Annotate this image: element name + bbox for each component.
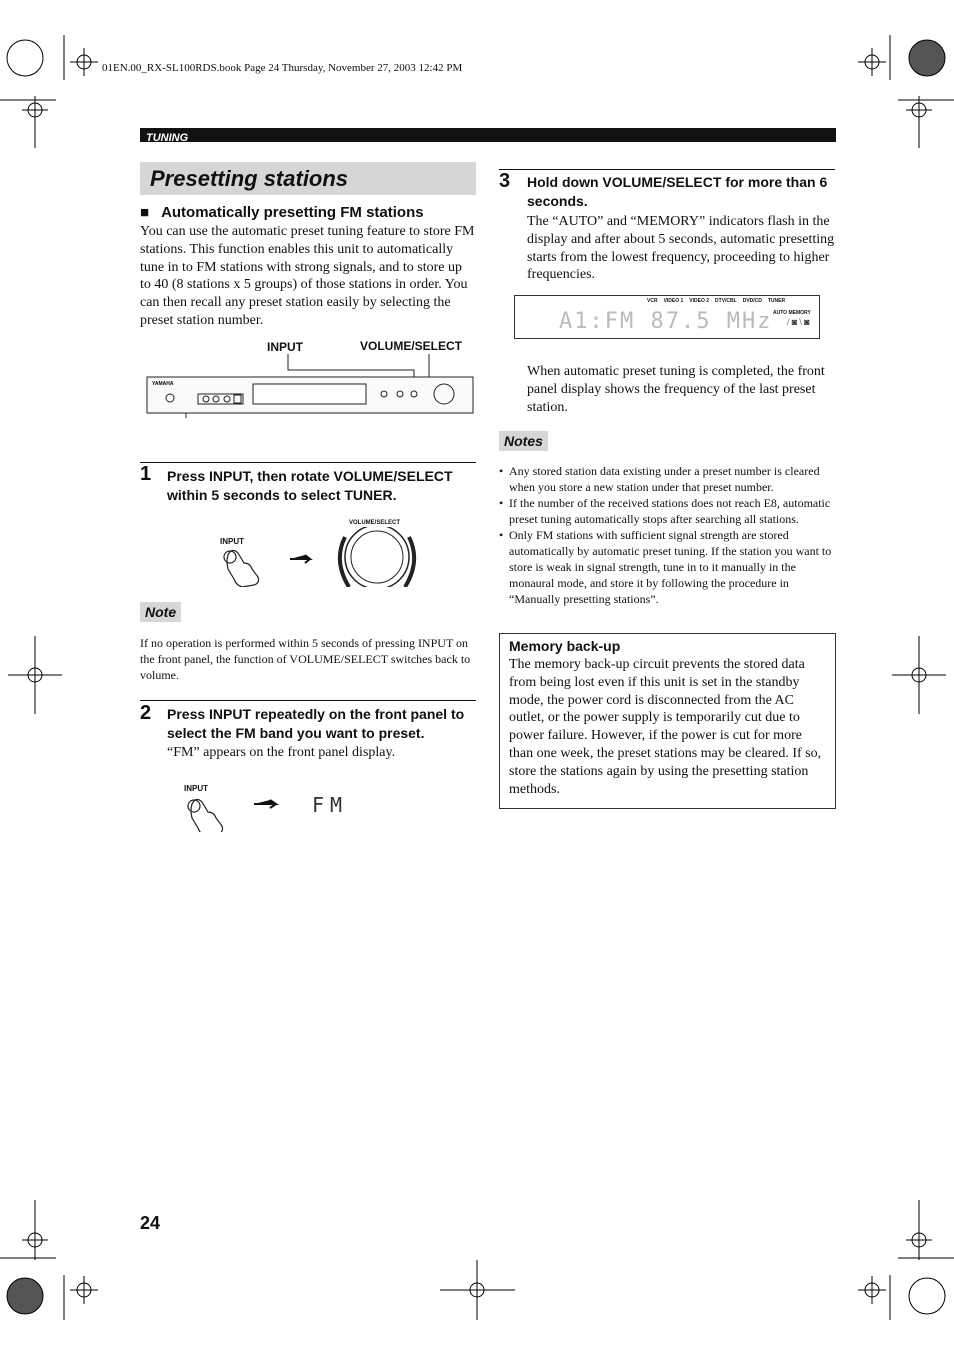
front-panel-display xyxy=(514,295,820,339)
brand-logo: YAMAHA xyxy=(152,381,174,387)
note-label: Note xyxy=(140,602,181,622)
panel-volume-label: VOLUME/SELECT xyxy=(360,339,463,353)
step2-subtext: “FM” appears on the front panel display. xyxy=(167,745,396,760)
memory-backup-text: The memory back-up circuit prevents the stored data from being lost even if this unit is set in the standby mode, the power cord is disconnected from the AC outlet, or the power supply is temporarily cut due to power failure. However, if the power is cut for more than one week, the preset stations may be cleared. If so, store the stations again by using the presetting station methods. xyxy=(509,657,822,797)
step2-number: 2 xyxy=(140,702,152,724)
notes-label: Notes xyxy=(499,431,548,451)
file-info: 01EN.00_RX-SL100RDS.book Page 24 Thursday, November 27, 2003 12:42 PM xyxy=(102,62,463,74)
section-label: TUNING xyxy=(146,132,189,144)
step3-paragraph: The “AUTO” and “MEMORY” indicators flash in the display and after about 5 seconds, automatic presetting starts from the lowest frequency, proceeding to higher frequencies. xyxy=(527,214,835,283)
step3-after-text: When automatic preset tuning is completed, the front panel display shows the frequency of the last preset station. xyxy=(527,364,825,415)
step1-input-label: INPUT xyxy=(220,537,244,546)
source-video1: VIDEO 1 xyxy=(663,298,684,304)
source-indicators xyxy=(647,298,785,304)
arrow-right-icon-2 xyxy=(254,800,276,808)
step2-rule xyxy=(140,700,476,701)
step2-illustration xyxy=(184,792,284,832)
source-dvdcd: DVD/CD xyxy=(742,298,762,304)
page-title-box xyxy=(140,162,476,195)
volume-knob-icon xyxy=(345,527,409,587)
source-tuner: TUNER xyxy=(767,298,786,304)
step3-number: 3 xyxy=(499,170,511,192)
notes-label-box xyxy=(499,433,548,451)
step1-illustration xyxy=(220,527,420,587)
auto-memory-indicator: AUTO MEMORY xyxy=(773,310,811,316)
section-bar xyxy=(140,128,836,142)
page-title: Presetting stations xyxy=(150,166,349,191)
page-number: 24 xyxy=(140,1213,161,1233)
step1-number: 1 xyxy=(140,463,152,485)
source-video2: VIDEO 2 xyxy=(689,298,710,304)
step1-rule xyxy=(140,462,476,463)
note-text: If no operation is performed within 5 seconds of pressing INPUT on the front panel, the function of VOLUME/SELECT switches back to volume. xyxy=(140,636,471,682)
display-status-icons: / ◙ \ ◙ xyxy=(787,317,810,327)
source-vcr: VCR xyxy=(647,298,658,304)
notes-list xyxy=(499,463,835,607)
subsection-heading-row xyxy=(140,204,424,221)
square-bullet-icon: ■ xyxy=(140,204,150,221)
input-callout-line xyxy=(288,354,414,378)
memory-backup-heading: Memory back-up xyxy=(509,638,621,654)
arrow-right-icon xyxy=(290,555,310,563)
fm-display-readout: FM xyxy=(312,793,349,817)
step2-text: Press INPUT repeatedly on the front panel to select the FM band you want to preset. xyxy=(167,706,465,741)
front-panel-diagram xyxy=(146,352,476,422)
source-dtvcbl: DTV/CBL xyxy=(715,298,737,304)
step1-volume-label: VOLUME/SELECT xyxy=(349,520,401,526)
notes-item: • Only FM stations with sufficient signal strength are stored automatically by automatic preset tuning. If the station you want to store is weak in signal strength, tune in to it manually in the monaural mode, and store it by following the procedure in “Manually presetting stations”. xyxy=(499,527,835,607)
panel-input-label: INPUT xyxy=(267,340,303,354)
intro-paragraph: You can use the automatic preset tuning feature to store FM stations. This function enables this unit to automatically tune in to FM stations with strong signals, and to store up to 40 (8 stations x 5 groups) of those stations in order. You can then recall any preset station easily by selecting the preset station number. xyxy=(140,224,475,328)
subsection-heading: Automatically presetting FM stations xyxy=(161,204,424,221)
note-label-box xyxy=(140,604,181,622)
step3-text: Hold down VOLUME/SELECT for more than 6 seconds. xyxy=(527,174,828,209)
finger-press-icon xyxy=(227,550,259,587)
frequency-readout: A1:FM 87.5 MHz xyxy=(559,309,773,334)
step2-input-label: INPUT xyxy=(184,784,208,793)
step3-rule xyxy=(499,169,835,170)
notes-item: • Any stored station data existing under a preset number is cleared when you store a new station under that preset number. xyxy=(499,463,835,495)
step1-text: Press INPUT, then rotate VOLUME/SELECT within 5 seconds to select TUNER. xyxy=(167,468,453,503)
finger-press-icon-2 xyxy=(191,799,223,832)
memory-backup-box xyxy=(499,633,836,809)
notes-item: • If the number of the received stations does not reach E8, automatic preset tuning automatically stops after searching all stations. xyxy=(499,495,835,527)
